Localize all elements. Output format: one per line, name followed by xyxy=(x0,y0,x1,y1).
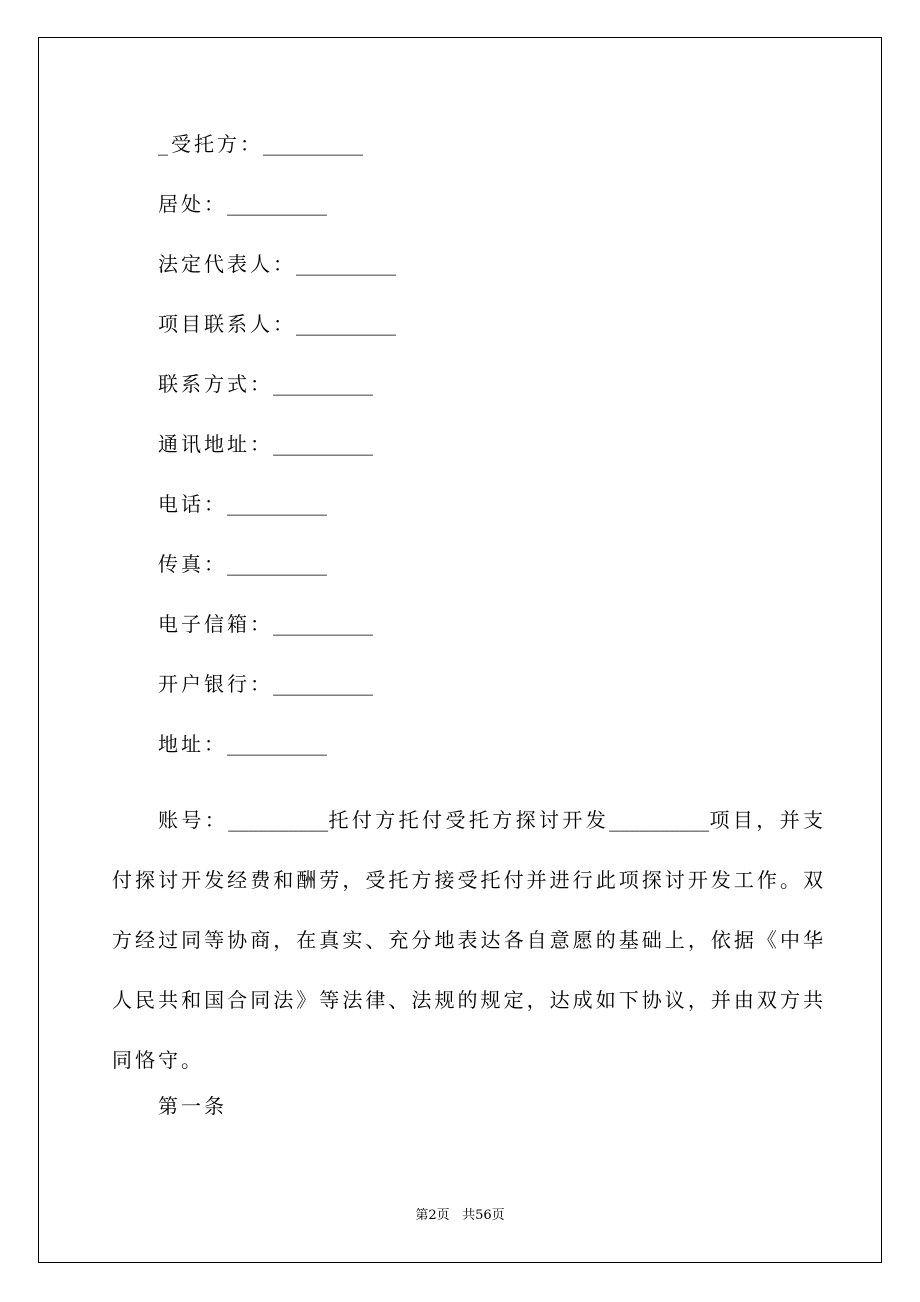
field-legal-representative xyxy=(158,250,396,278)
field-address xyxy=(158,730,327,758)
field-label: 联系方式： xyxy=(158,372,273,396)
footer-total-prefix: 共 xyxy=(462,1208,476,1223)
field-blank: __________ xyxy=(273,432,373,456)
field-residence xyxy=(158,190,327,218)
field-label: 通讯地址： xyxy=(158,432,273,456)
field-label: 电话： xyxy=(158,492,227,516)
field-phone xyxy=(158,490,327,518)
field-email xyxy=(158,610,373,638)
field-label: _受托方： xyxy=(158,132,263,156)
field-label: 法定代表人： xyxy=(158,252,296,276)
field-trustee xyxy=(158,130,363,158)
paragraph-text-1: 托付方托付受托方探讨开发 xyxy=(328,808,610,832)
field-blank: __________ xyxy=(296,312,396,336)
footer-page-prefix: 第 xyxy=(415,1208,429,1223)
field-blank: __________ xyxy=(296,252,396,276)
footer-total-suffix: 页 xyxy=(491,1208,505,1223)
field-label: 居处： xyxy=(158,192,227,216)
paragraph-text-2: 项目，并支付探讨开发经费和酬劳，受托方接受托付并进行此项探讨开发工作。双方经过同等协商，在真实、充分地表达各自意愿的基础上，依据《中华人民共和国合同法》等法律、法规的规定，达成如下协议，并由双方共同恪守。 xyxy=(112,808,827,1072)
field-label: 开户银行： xyxy=(158,672,273,696)
field-blank: __________ xyxy=(263,132,363,156)
footer-page-number: 2 xyxy=(428,1208,437,1223)
field-blank: __________ xyxy=(273,372,373,396)
field-bank xyxy=(158,670,373,698)
footer-page-suffix: 页 xyxy=(436,1208,450,1223)
account-blank: __________ xyxy=(228,808,329,832)
field-blank: __________ xyxy=(227,732,327,756)
field-blank: __________ xyxy=(273,672,373,696)
field-label: 项目联系人： xyxy=(158,312,296,336)
account-label: 账号： xyxy=(158,808,229,832)
agreement-paragraph xyxy=(112,790,826,1090)
field-contact-method xyxy=(158,370,373,398)
field-blank: __________ xyxy=(227,492,327,516)
article-heading: 第一条 xyxy=(158,1094,227,1118)
field-project-contact xyxy=(158,310,396,338)
field-label: 地址： xyxy=(158,732,227,756)
field-blank: __________ xyxy=(227,552,327,576)
field-mailing-address xyxy=(158,430,373,458)
page-footer xyxy=(0,1207,920,1225)
field-blank: __________ xyxy=(273,612,373,636)
field-fax xyxy=(158,550,327,578)
field-label: 电子信箱： xyxy=(158,612,273,636)
footer-total-pages: 56 xyxy=(475,1208,492,1223)
field-label: 传真： xyxy=(158,552,227,576)
field-blank: __________ xyxy=(227,192,327,216)
project-blank: __________ xyxy=(609,808,710,832)
